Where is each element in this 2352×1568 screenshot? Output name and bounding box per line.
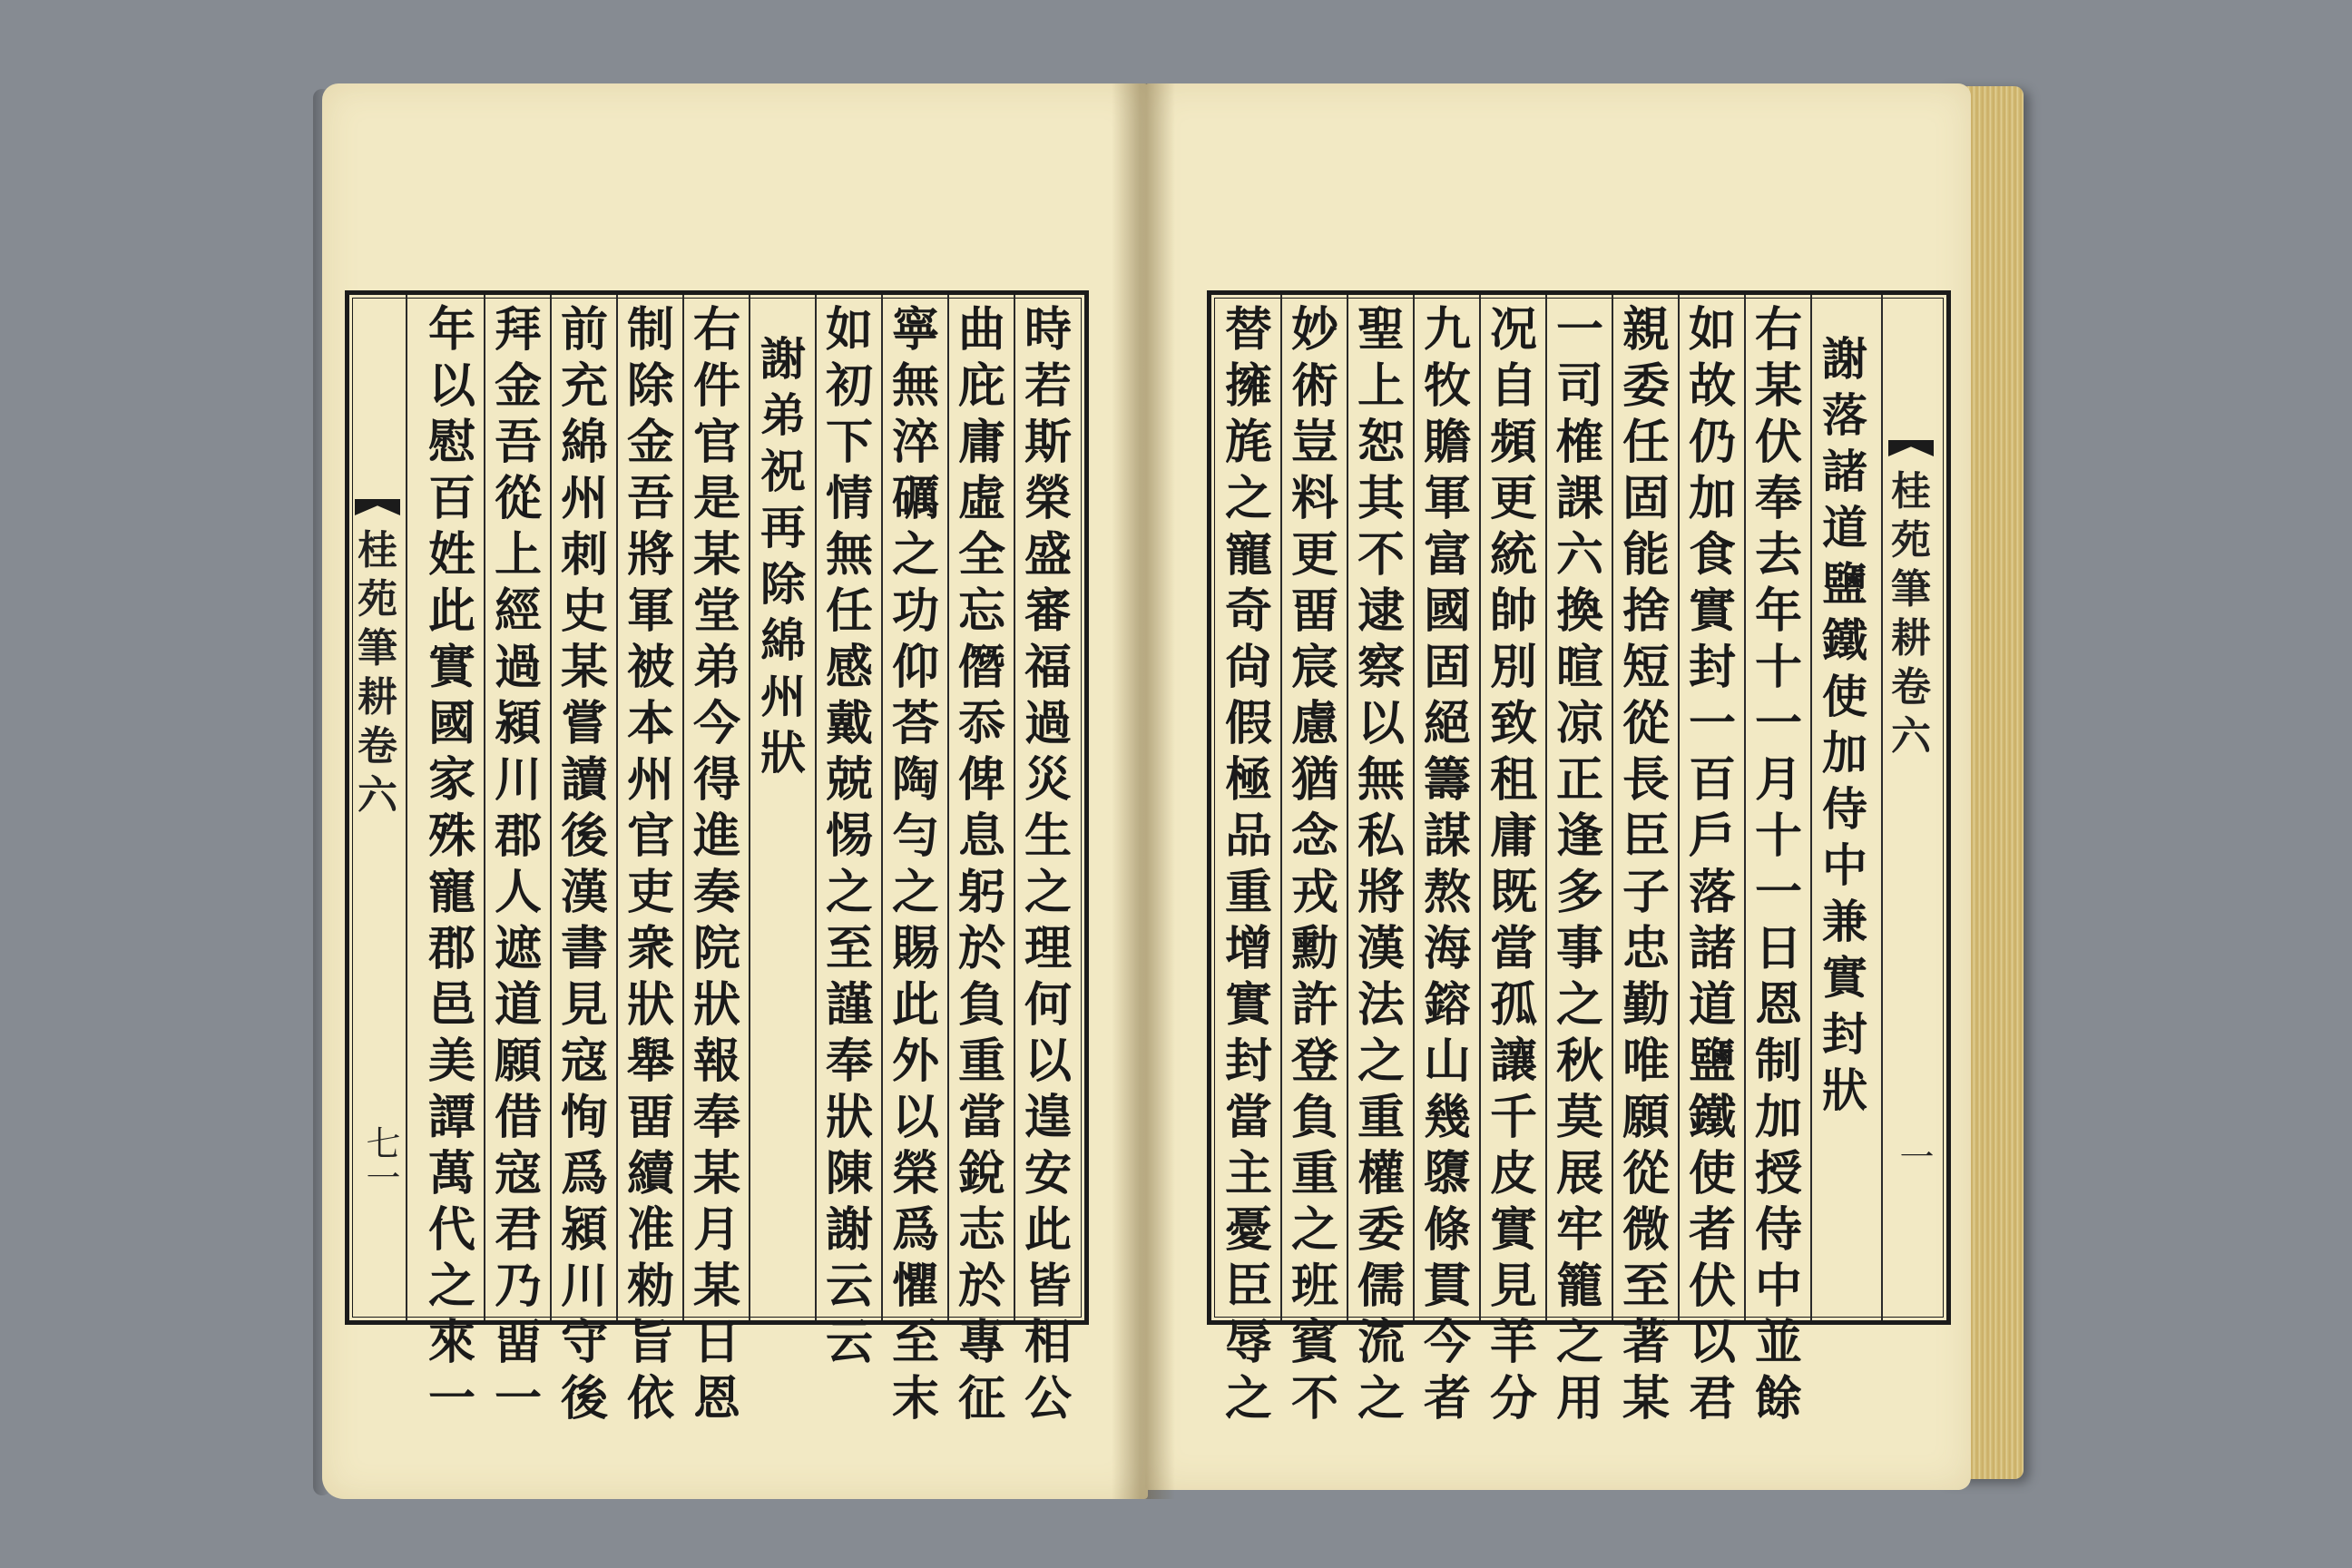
section-title-column: 謝 落 諸 道 鹽 鐵 使 加 侍 中 兼 實 封 狀: [1822, 332, 1867, 1117]
text-column: 替 擁 旄 之 寵 奇 尙 假 極 品 重 增 實 封 當 主 憂 臣 辱 之: [1224, 302, 1272, 1426]
text-column: 一 司 榷 課 六 換 暄 凉 正 逢 多 事 之 秋 莫 展 牢 籠 之 用: [1555, 302, 1603, 1426]
text-column: 况 自 頻 更 統 帥 別 致 租 庸 既 當 孤 讓 千 皮 實 見 羊 分: [1489, 302, 1537, 1426]
fishtail-mark: [355, 499, 400, 515]
text-column: 拜 金 吾 從 上 經 過 潁 川 郡 人 遮 道 願 借 寇 君 乃 畱 一: [494, 302, 542, 1426]
text-column: 寧 無 淬 礪 之 功 仰 荅 陶 勻 之 賜 此 外 以 榮 爲 懼 至 末: [891, 302, 939, 1426]
text-column: 時 若 斯 榮 盛 審 福 過 災 生 之 理 何 以 遑 安 此 皆 相 公: [1024, 302, 1072, 1426]
text-column: 親 委 任 固 能 捨 短 從 長 臣 子 忠 勤 唯 願 從 微 至 著 某: [1622, 302, 1670, 1426]
text-column: 右 某 伏 奉 去 年 十 一 月 十 一 日 恩 制 加 授 侍 中 並 餘: [1754, 302, 1802, 1426]
text-column: 聖 上 恕 其 不 逮 察 以 無 私 將 漢 法 之 重 權 委 儒 流 之: [1357, 302, 1405, 1426]
text-column: 右 件 官 是 某 堂 弟 今 得 進 奏 院 狀 報 奉 某 月 某 日 恩: [692, 302, 740, 1426]
text-column: 如 初 下 情 無 任 感 戴 兢 惕 之 至 謹 奉 狀 陳 謝 云 云: [825, 302, 873, 1370]
right-text-frame: [1207, 290, 1951, 1426]
text-column: 妙 術 豈 料 更 畱 宸 慮 猶 念 戎 勳 許 登 負 重 之 班 賓 不: [1290, 302, 1338, 1426]
section-title-column: 謝 弟 祝 再 除 綿 州 狀: [760, 332, 806, 779]
text-column: 年 以 慰 百 姓 此 實 國 家 殊 寵 郡 邑 美 譚 萬 代 之 來 一: [427, 302, 475, 1426]
text-column: 曲 庇 庸 虛 全 忘 僭 忝 俾 息 躬 於 負 重 當 銳 志 於 專 征: [957, 302, 1005, 1426]
left-banxin: [349, 295, 404, 1320]
book-gutter: [1112, 83, 1175, 1499]
text-column: 前 充 綿 州 刺 史 某 嘗 讀 後 漢 書 見 寇 恂 爲 潁 川 守 後: [560, 302, 608, 1426]
right-banxin-title: 桂 苑 筆 耕 卷 六: [1891, 468, 1931, 760]
text-column: 制 除 金 吾 將 軍 被 本 州 官 吏 衆 狀 舉 畱 續 准 勑 旨 依: [626, 302, 674, 1426]
fishtail-mark: [1888, 440, 1934, 456]
left-text-frame: [345, 290, 1089, 1426]
text-column: 如 故 仍 加 食 實 封 一 百 戶 落 諸 道 鹽 鐵 使 者 伏 以 君: [1688, 302, 1736, 1426]
right-banxin: [1883, 295, 1937, 1320]
left-page-number: 七一: [360, 1125, 400, 1194]
text-column: 九 牧 贍 軍 富 國 固 絕 籌 謀 熬 海 鎔 山 幾 隳 條 貫 今 者: [1423, 302, 1471, 1426]
left-banxin-title: 桂 苑 筆 耕 卷 六: [358, 527, 397, 818]
right-page-number: 一: [1894, 1139, 1934, 1173]
